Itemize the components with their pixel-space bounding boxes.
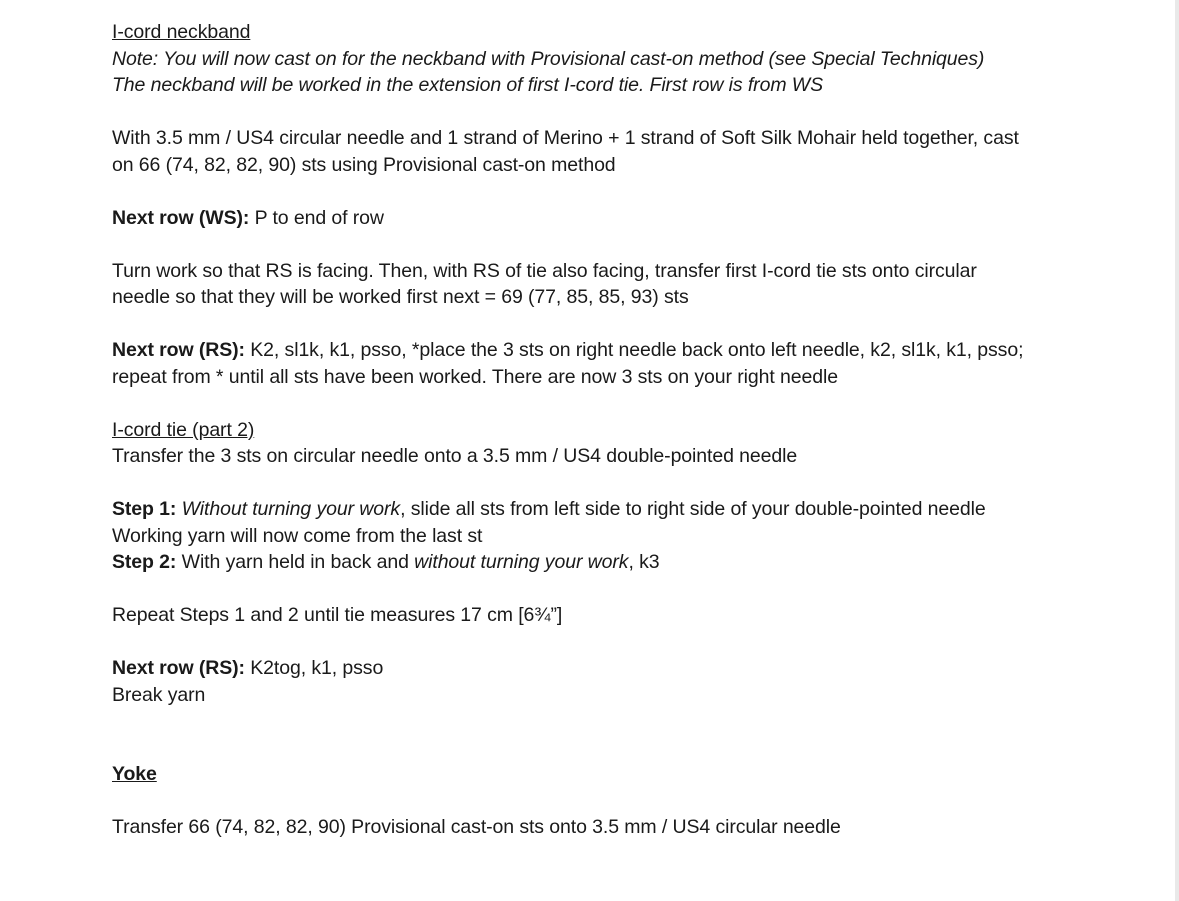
step2-text-a: With yarn held in back and bbox=[176, 551, 415, 573]
turn-work-paragraph bbox=[112, 258, 1162, 311]
step1-italic: Without turning your work bbox=[181, 498, 401, 520]
page-edge bbox=[1175, 0, 1179, 901]
cast-on-line-1: With 3.5 mm / US4 circular needle and 1 strand of Merino + 1 strand of Soft Silk Mohair held together, cast bbox=[112, 127, 1019, 149]
row-ws-paragraph bbox=[112, 205, 1162, 232]
break-yarn-text: Break yarn bbox=[112, 683, 206, 706]
row-rs-final-text: K2tog, k1, psso bbox=[244, 657, 384, 679]
repeat-paragraph bbox=[112, 602, 1162, 629]
cast-on-line-2: on 66 (74, 82, 82, 90) sts using Provisional cast-on method bbox=[112, 153, 616, 176]
tie-section bbox=[112, 417, 1162, 470]
row-ws-label: Next row (WS): bbox=[112, 206, 250, 229]
step2-text-b: , k3 bbox=[628, 551, 660, 573]
row-rs-line-2: repeat from * until all sts have been worked. There are now 3 sts on your right needle bbox=[112, 365, 838, 388]
neckband-note-line-1: Note: You will now cast on for the neckband with Provisional cast-on method (see Special Techniques) bbox=[112, 47, 985, 70]
yoke-text: Transfer 66 (74, 82, 82, 90) Provisional cast-on sts onto 3.5 mm / US4 circular needle bbox=[112, 816, 841, 838]
neckband-section bbox=[112, 19, 1162, 99]
row-rs-paragraph bbox=[112, 337, 1162, 390]
row-ws-text: P to end of row bbox=[249, 206, 384, 229]
turn-work-line-2: needle so that they will be worked first next = 69 (77, 85, 85, 93) sts bbox=[112, 286, 689, 308]
row-rs-line-1: K2, sl1k, k1, psso, *place the 3 sts on right needle back onto left needle, k2, sl1k, k1, psso; bbox=[244, 339, 1024, 361]
repeat-text: Repeat Steps 1 and 2 until tie measures 17 cm [6¾”] bbox=[112, 604, 563, 626]
step1-text: , slide all sts from left side to right side of your double-pointed needle bbox=[400, 498, 986, 520]
step2-italic: without turning your work bbox=[414, 551, 629, 573]
step1-line-2: Working yarn will now come from the last st bbox=[112, 524, 483, 547]
row-rs-label: Next row (RS): bbox=[112, 339, 245, 361]
tie-text: Transfer the 3 sts on circular needle onto a 3.5 mm / US4 double-pointed needle bbox=[112, 445, 798, 467]
step1-label: Step 1: bbox=[112, 498, 177, 520]
turn-work-line-1: Turn work so that RS is facing. Then, with RS of tie also facing, transfer first I-cord tie sts onto circular bbox=[112, 259, 977, 282]
steps-paragraph bbox=[112, 496, 1162, 576]
document-page bbox=[112, 19, 1162, 841]
yoke-section bbox=[112, 761, 1162, 788]
cast-on-paragraph bbox=[112, 125, 1162, 178]
row-rs-final-label: Next row (RS): bbox=[112, 657, 245, 679]
neckband-heading: I-cord neckband bbox=[112, 21, 251, 43]
step2-label: Step 2: bbox=[112, 551, 177, 573]
yoke-paragraph bbox=[112, 814, 1162, 841]
neckband-note-line-2: The neckband will be worked in the extension of first I-cord tie. First row is from WS bbox=[112, 74, 823, 96]
row-rs-final-paragraph bbox=[112, 655, 1162, 708]
tie-heading: I-cord tie (part 2) bbox=[112, 418, 255, 441]
yoke-heading: Yoke bbox=[112, 763, 157, 785]
